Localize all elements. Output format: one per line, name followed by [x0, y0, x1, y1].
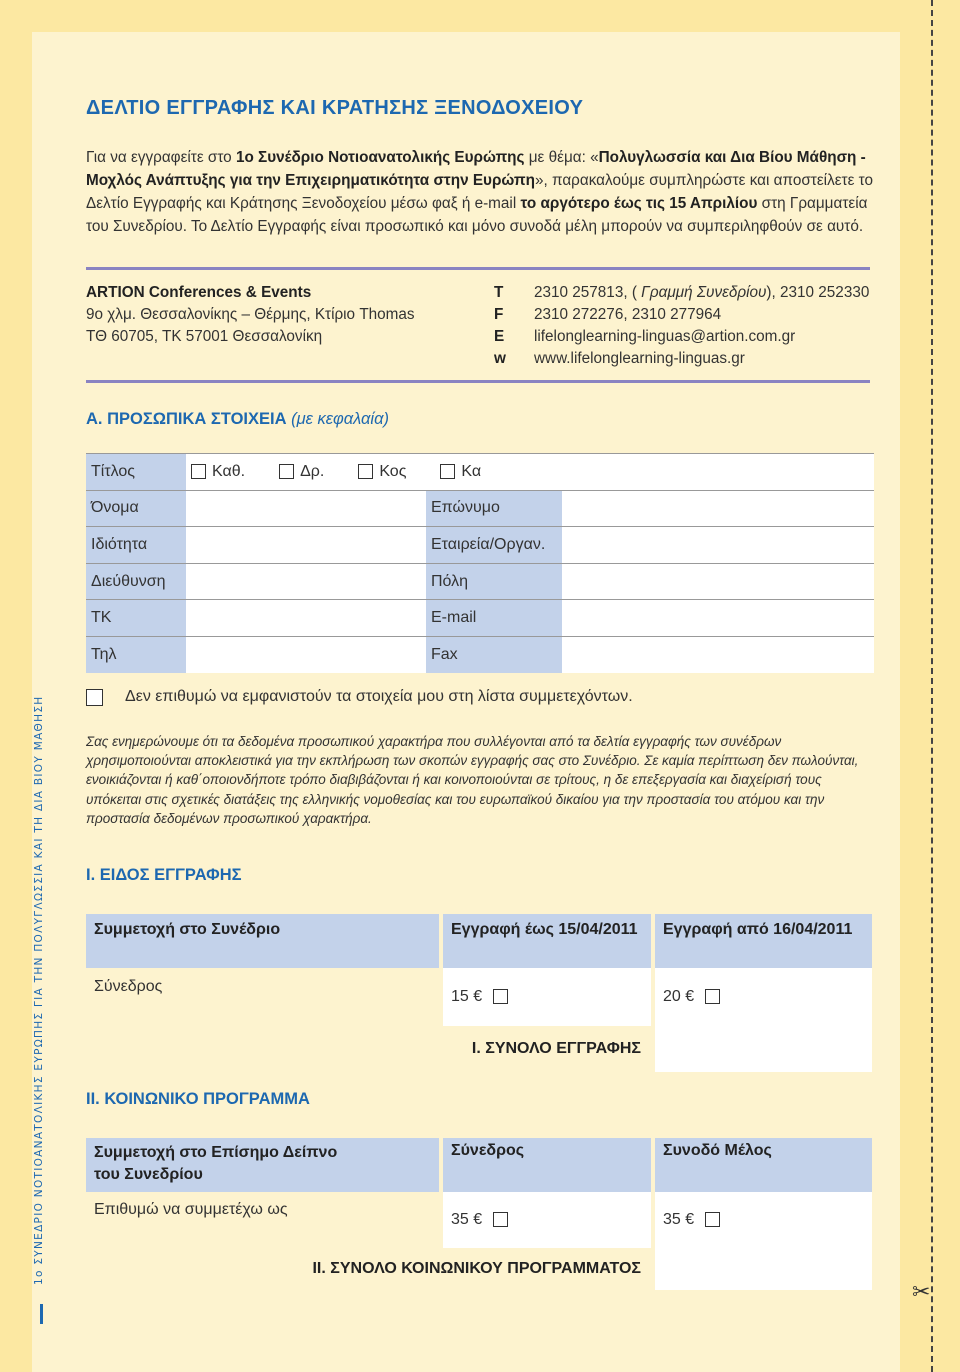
city-field[interactable] — [562, 563, 874, 600]
social-header-line-2: του Συνεδρίου — [94, 1166, 203, 1183]
section-a-title — [86, 410, 389, 429]
contact-block — [494, 282, 869, 370]
company-label: Εταιρεία/Οργαν. — [426, 527, 562, 564]
city-label: Πόλη — [426, 563, 562, 600]
name-field[interactable] — [186, 490, 426, 527]
registration-price-late[interactable] — [653, 968, 872, 1026]
web-value[interactable]: www.lifelonglearning-linguas.gr — [534, 350, 745, 367]
social-price-delegate[interactable] — [441, 1192, 653, 1248]
email-field[interactable] — [562, 600, 874, 637]
social-header-delegate: Σύνεδρος — [441, 1138, 653, 1192]
price-delegate-label: 35 € — [451, 1211, 483, 1228]
divider-top — [86, 267, 870, 270]
registration-header-early: Εγγραφή έως 15/04/2011 — [441, 914, 653, 968]
page-marker — [40, 1304, 43, 1324]
consent-label: Δεν επιθυμώ να εμφανιστούν τα στοιχεία μου στη λίστα συμμετεχόντων. — [125, 688, 633, 705]
registration-header-late: Εγγραφή από 16/04/2011 — [653, 914, 872, 968]
checkbox-icon[interactable] — [493, 1212, 508, 1227]
checkbox-icon[interactable] — [440, 464, 455, 479]
intro-text — [86, 146, 876, 238]
privacy-notice: Σας ενημερώνουμε ότι τα δεδομένα προσωπικού χαρακτήρα που συλλέγονται από τα δελτία εγγραφής των συνέδρων χρησιμοποιούνται αποκλειστικά για την εκπλήρωση των σκοπών εγγραφής σας στο Συνέδριο. Σε καμία περίπτωση δεν πωλούνται, ενοικιάζονται ή καθ΄οποιονδήποτε τρόπο διαβιβάζονται ή και κοινοποιούνται σε τρίτους, η δε επεξεργασία και διαχείρισή τους υπόκειται στις σχετικές διατάξεις της ελληνικής νομοθεσίας και του ευρωπαϊκού δικαίου για την προστασία του ατόμου και την προστασία δεδομένων προσωπικού χαρακτήρα. — [86, 734, 859, 826]
registration-header-participation: Συμμετοχή στο Συνέδριο — [86, 914, 441, 968]
registration-price-early[interactable] — [441, 968, 653, 1026]
intro-part: Για να εγγραφείτε στο — [86, 149, 236, 166]
surname-field[interactable] — [562, 490, 874, 527]
consent-row[interactable] — [86, 688, 633, 706]
fax-label: Fax — [426, 636, 562, 673]
registration-total-field[interactable] — [653, 1026, 872, 1072]
intro-theme: Πολυγλωσσία και Δια Βίου Μάθηση - Μοχλός Ανάπτυξης για την Επιχειρηματικότητα στην Ευρώπη — [86, 149, 866, 189]
registration-row-label: Σύνεδρος — [94, 978, 163, 995]
title-option-label: Δρ. — [300, 462, 325, 480]
social-header-dinner — [86, 1138, 441, 1192]
phone-field[interactable] — [186, 636, 426, 673]
social-total-label: II. ΣΥΝΟΛΟ ΚΟΙΝΩΝΙΚΟΥ ΠΡΟΓΡΑΜΜΑΤΟΣ — [312, 1260, 641, 1277]
social-header-companion: Συνοδό Μέλος — [653, 1138, 872, 1192]
price-late-label: 20 € — [663, 988, 695, 1005]
title-label: Τίτλος — [86, 454, 186, 491]
social-row-label: Επιθυμώ να συμμετέχω ως — [94, 1201, 288, 1218]
divider-bottom — [86, 380, 870, 383]
section-a-note: (με κεφαλαία) — [291, 410, 390, 428]
organizer-address-2: ΤΘ 60705, ΤΚ 57001 Θεσσαλονίκη — [86, 328, 323, 345]
title-option-ms[interactable] — [440, 463, 481, 481]
registration-total-label: I. ΣΥΝΟΛΟ ΕΓΓΡΑΦΗΣ — [471, 1040, 641, 1057]
intro-part: στη Γραμματεία του Συνεδρίου. Το Δελτίο Εγγραφής είναι προσωπικό και μόνο συνοδά μέλη μπορούν να συμπεριληφθούν σε αυτό. — [86, 195, 868, 235]
fax-field[interactable] — [562, 636, 874, 673]
title-option-mr[interactable] — [358, 463, 406, 481]
checkbox-icon[interactable] — [358, 464, 373, 479]
fax-key: F — [494, 306, 504, 323]
phone-line-label: Γραμμή Συνεδρίου — [641, 284, 767, 301]
profession-label: Ιδιότητα — [86, 527, 186, 564]
title-option-label: Κα — [461, 462, 482, 480]
registration-table — [86, 914, 872, 1072]
phone-value — [534, 282, 869, 304]
zip-label: ΤΚ — [86, 600, 186, 637]
title-option-prof[interactable] — [191, 463, 245, 481]
email-label: E-mail — [426, 600, 562, 637]
fax-value: 2310 272276, 2310 277964 — [534, 306, 722, 323]
profession-field[interactable] — [186, 527, 426, 564]
section-1-title: I. ΕΙΔΟΣ ΕΓΓΡΑΦΗΣ — [86, 866, 242, 884]
web-key: w — [494, 350, 506, 367]
surname-label: Επώνυμο — [426, 490, 562, 527]
page-title: ΔΕΛΤΙΟ ΕΓΓΡΑΦΗΣ ΚΑΙ ΚΡΑΤΗΣΗΣ ΞΕΝΟΔΟΧΕΙΟΥ — [86, 97, 584, 119]
checkbox-icon[interactable] — [705, 989, 720, 1004]
zip-field[interactable] — [186, 600, 426, 637]
intro-deadline: το αργότερο έως τις 15 Απριλίου — [520, 195, 758, 212]
organizer-address-1: 9ο χλμ. Θεσσαλονίκης – Θέρμης, Κτίριο Thomas — [86, 306, 415, 323]
address-label: Διεύθυνση — [86, 563, 186, 600]
email-value[interactable]: lifelonglearning-linguas@artion.com.gr — [534, 328, 796, 345]
organizer-name: ARTION Conferences & Events — [86, 284, 312, 301]
title-options — [186, 454, 874, 491]
section-a-heading: Α. ΠΡΟΣΩΠΙΚΑ ΣΤΟΙΧΕΙΑ — [86, 410, 287, 428]
social-total-field[interactable] — [653, 1248, 872, 1290]
email-key: E — [494, 328, 505, 345]
section-2-title: II. ΚΟΙΝΩΝΙΚΟ ΠΡΟΓΡΑΜΜΑ — [86, 1090, 310, 1108]
company-field[interactable] — [562, 527, 874, 564]
cut-line — [931, 0, 933, 1372]
personal-details-table — [86, 453, 874, 673]
title-option-label: Καθ. — [212, 462, 246, 480]
name-label: Όνομα — [86, 490, 186, 527]
phone-label: Τηλ — [86, 636, 186, 673]
checkbox-icon[interactable] — [705, 1212, 720, 1227]
title-option-label: Κος — [379, 462, 407, 480]
social-program-table — [86, 1138, 872, 1290]
scissors-icon: ✂ — [912, 1280, 931, 1305]
top-band — [0, 0, 960, 32]
price-companion-label: 35 € — [663, 1211, 695, 1228]
intro-part: με θέμα: « — [524, 149, 599, 166]
right-strip — [900, 0, 960, 1372]
address-field[interactable] — [186, 563, 426, 600]
checkbox-icon[interactable] — [191, 464, 206, 479]
price-early-label: 15 € — [451, 988, 483, 1005]
left-band — [0, 0, 32, 1372]
checkbox-icon[interactable] — [493, 989, 508, 1004]
title-option-dr[interactable] — [279, 463, 324, 481]
intro-conference-name: 1ο Συνέδριο Νοτιοανατολικής Ευρώπης — [235, 149, 525, 166]
checkbox-icon[interactable] — [279, 464, 294, 479]
phone-key: T — [494, 284, 504, 301]
side-caption: 1ο ΣΥΝΕΔΡΙΟ ΝΟΤΙΟΑΝΑΤΟΛΙΚΗΣ ΕΥΡΩΠΗΣ ΓΙΑ ΤΗΝ ΠΟΛΥΓΛΩΣΣΙΑ ΚΑΙ ΤΗ ΔΙΑ ΒΙΟΥ ΜΑΘΗΣΗ — [33, 695, 45, 1285]
checkbox-icon[interactable] — [86, 689, 103, 706]
social-price-companion[interactable] — [653, 1192, 872, 1248]
intro-part: », παρακαλούμε συμπληρώστε και αποστείλετε το Δελτίο Εγγραφής και Κράτησης Ξενοδοχείου μέσω φαξ ή e-mail — [86, 172, 873, 212]
social-header-line-1: Συμμετοχή στο Επίσημο Δείπνο — [94, 1144, 338, 1161]
phone-number-2: ), 2310 252330 — [766, 284, 870, 301]
phone-number: 2310 257813, ( — [534, 284, 642, 301]
organizer-block — [86, 282, 415, 348]
